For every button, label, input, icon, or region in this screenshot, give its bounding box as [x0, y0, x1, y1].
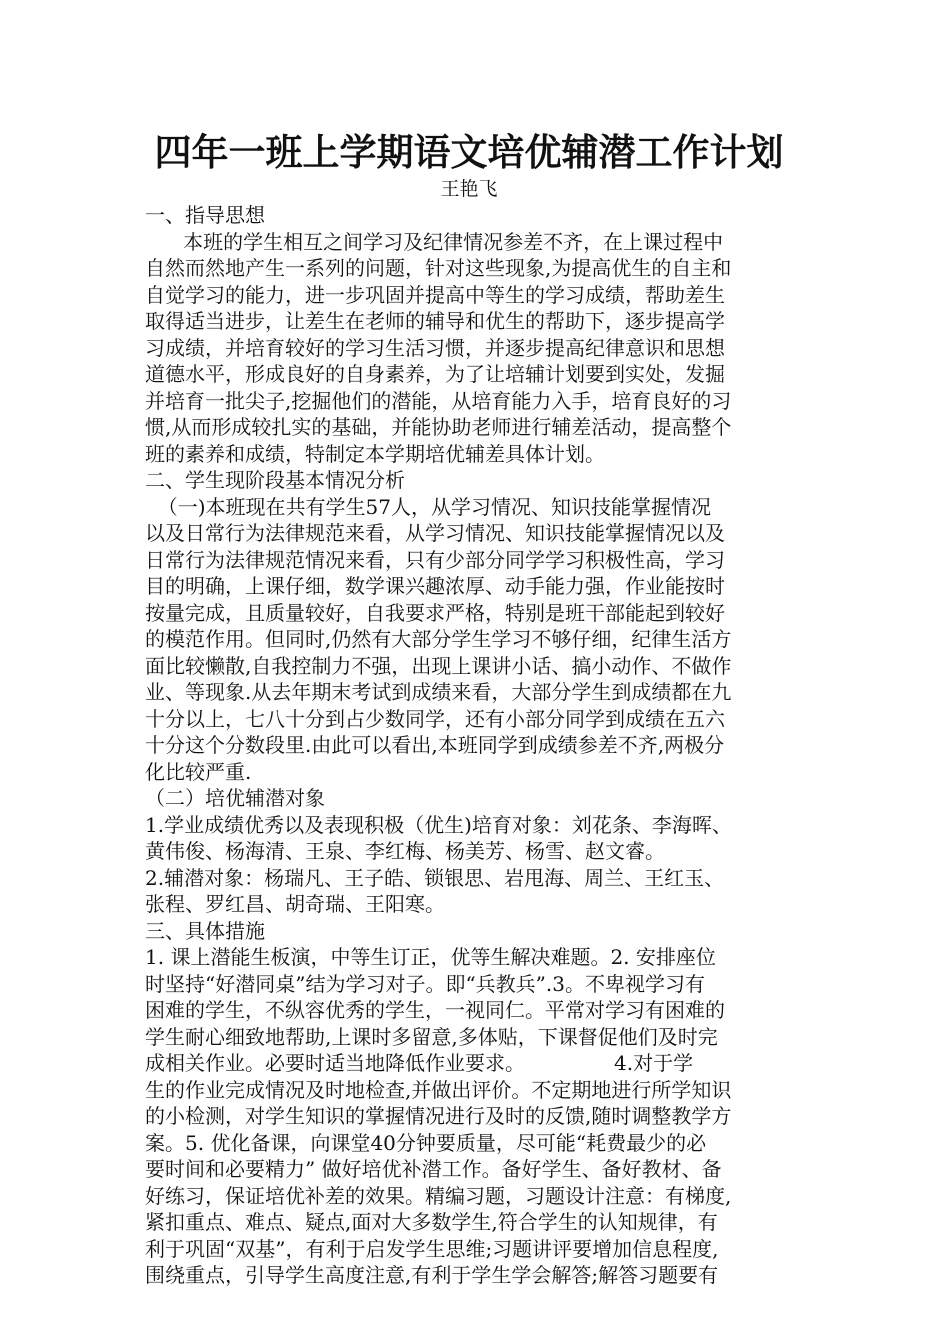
document-page — [145, 128, 813, 1289]
body-text-line: 成相关作业。必要时适当地降低作业要求。 4.对于学 — [145, 1051, 694, 1075]
body-text-line: 生的作业完成情况及时地检查,并做出评价。不定期地进行所学知识 — [145, 1077, 732, 1102]
body-text-line: （二）培优辅潜对象 — [145, 786, 325, 810]
document-body — [145, 202, 813, 1289]
body-text-line: 本班的学生相互之间学习及纪律情况参差不齐，在上课过程中 — [145, 229, 724, 254]
section-heading: 二、学生现阶段基本情况分析 — [145, 468, 405, 492]
section-heading: 一、指导思想 — [145, 203, 265, 227]
body-text-line: 以及日常行为法律规范来看，从学习情况、知识技能掌握情况以及 — [145, 521, 725, 545]
body-text-line: 学生耐心细致地帮助,上课时多留意,多体贴，下课督促他们及时完 — [145, 1024, 718, 1049]
document-title: 四年一班上学期语文培优辅潜工作计划 — [154, 130, 784, 174]
body-text-line: 惯,从而形成较扎实的基础，并能协助老师进行辅差活动，提高整个 — [145, 415, 732, 439]
body-text-line: 习成绩，并培育较好的学习生活习惯，并逐步提高纪律意识和思想 — [145, 335, 725, 360]
body-text-line: 时坚持“好潜同桌”结为学习对子。即“兵教兵”.3。不卑视学习有 — [145, 971, 705, 996]
body-text-line: 十分以上，七八十分到占少数同学，还有小部分同学到成绩在五六 — [145, 706, 725, 731]
body-text-line: 自然而然地产生一系列的问题，针对这些现象,为提高优生的自主和 — [145, 256, 732, 280]
body-text-line: 的小检测，对学生知识的掌握情况进行及时的反馈,随时调整教学方 — [145, 1104, 732, 1128]
body-text-line: 1. 课上潜能生板演，中等生订正，优等生解决难题。2. 安排座位 — [145, 945, 716, 969]
body-text-line: 道德水平，形成良好的自身素养，为了让培辅计划要到实处，发掘 — [145, 362, 725, 386]
body-text-line: 黄伟俊、杨海清、王泉、李红梅、杨美芳、杨雪、赵文睿。 — [145, 839, 665, 863]
body-text-line: 按量完成，且质量较好，自我要求严格，特别是班干部能起到较好 — [145, 600, 725, 625]
body-text-line: 案。5. 优化备课，向课堂40分钟要质量，尽可能“耗费最少的必 — [145, 1130, 707, 1155]
body-text-line: 1.学业成绩优秀以及表现积极（优生)培育对象：刘花条、李海晖、 — [145, 812, 732, 837]
body-text-line: 利于巩固“双基”，有利于启发学生思维;习题讲评要增加信息程度, — [145, 1236, 719, 1261]
body-text-line: 日常行为法律规范情况来看，只有少部分同学学习积极性高，学习 — [145, 547, 725, 572]
body-text-line: 并培育一批尖子,挖掘他们的潜能，从培育能力入手，培育良好的习 — [145, 388, 732, 413]
body-text-line: 张程、罗红昌、胡奇瑞、王阳寒。 — [145, 892, 445, 916]
body-text-line: 2.辅潜对象：杨瑞凡、王子皓、锁银思、岩甩海、周兰、王红玉、 — [145, 865, 725, 890]
body-text-line: 班的素养和成绩，特制定本学期培优辅差具体计划。 — [145, 441, 605, 466]
body-text-line: 自觉学习的能力，进一步巩固并提高中等生的学习成绩，帮助差生 — [145, 282, 725, 307]
body-text-line: 好练习，保证培优补差的效果。精编习题，习题设计注意：有梯度, — [145, 1183, 732, 1208]
body-text-line: 要时间和必要精力” 做好培优补潜工作。备好学生、备好教材、备 — [145, 1157, 722, 1181]
document-author: 王艳飞 — [440, 178, 498, 200]
body-text-line: 十分这个分数段里.由此可以看出,本班同学到成绩参差不齐,两极分 — [145, 733, 725, 757]
section-heading: 三、具体措施 — [145, 918, 265, 943]
body-text-line: 面比较懒散,自我控制力不强，出现上课讲小话、搞小动作、不做作 — [145, 653, 732, 678]
body-text-line: 化比较严重. — [145, 759, 252, 784]
body-text-line: 紧扣重点、难点、疑点,面对大多数学生,符合学生的认知规律，有 — [145, 1210, 718, 1234]
body-text-line: 困难的学生，不纵容优秀的学生，一视同仁。平常对学习有困难的 — [145, 998, 725, 1022]
body-text-line: 业、等现象.从去年期末考试到成绩来看，大部分学生到成绩都在九 — [145, 680, 732, 704]
body-text-line: 的模范作用。但同时,仍然有大部分学生学习不够仔细，纪律生活方 — [145, 627, 732, 651]
body-text-line: 围绕重点，引导学生高度注意,有利于学生学会解答;解答习题要有 — [145, 1263, 719, 1287]
body-text-line: 取得适当进步，让差生在老师的辅导和优生的帮助下，逐步提高学 — [145, 309, 725, 333]
body-text-line: （一)本班现在共有学生57人，从学习情况、知识技能掌握情况 — [145, 494, 711, 519]
body-text-line: 目的明确，上课仔细，数学课兴趣浓厚、动手能力强，作业能按时 — [145, 574, 725, 598]
